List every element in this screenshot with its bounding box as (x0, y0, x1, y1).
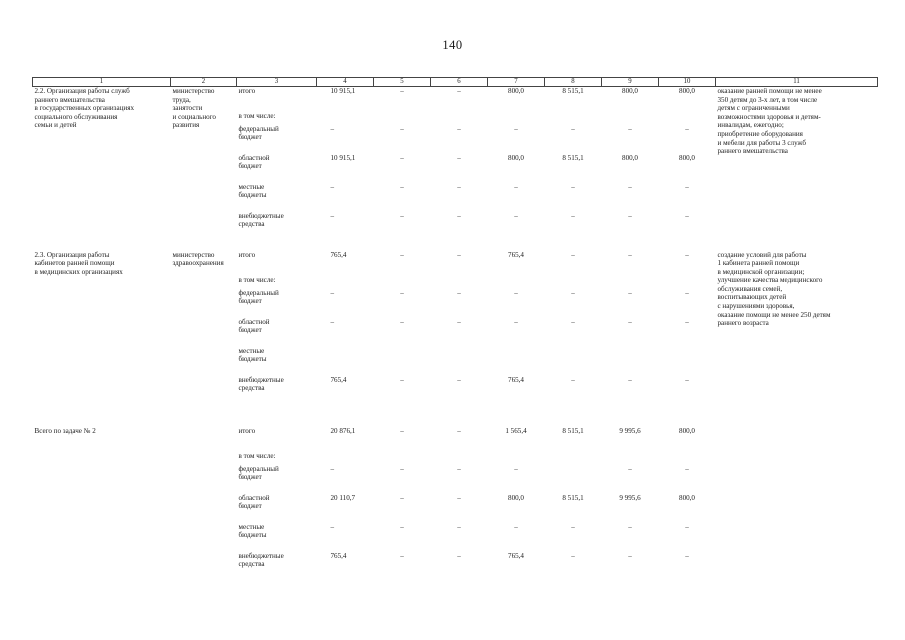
amount-year-2: – (457, 288, 461, 297)
amount-year-6: – (685, 375, 689, 384)
spacer-cell (33, 241, 878, 251)
funding-source: областной бюджет (238, 493, 270, 511)
amount-year-6 (659, 452, 716, 465)
amount-year-4: – (571, 124, 575, 133)
amount-year-5 (602, 347, 659, 376)
amount-year-5: – (628, 250, 632, 259)
amount-year-6: 800,0 (679, 426, 695, 435)
amount-year-4: – (571, 288, 575, 297)
amount-year-2: – (457, 522, 461, 531)
amount-year-1: – (400, 375, 404, 384)
amount-year-2: – (457, 426, 461, 435)
amount-year-1 (374, 452, 431, 465)
funding-source: в том числе: (238, 111, 276, 120)
amount-year-4: 8 515,1 (562, 87, 584, 95)
amount-year-3: – (514, 124, 518, 133)
amount-total (317, 276, 374, 289)
amount-year-2: – (457, 375, 461, 384)
amount-year-1: – (400, 87, 404, 95)
column-number: 6 (431, 78, 488, 87)
amount-year-3: 1 565,4 (505, 426, 527, 435)
amount-year-1 (374, 347, 431, 376)
amount-year-3: – (514, 182, 518, 191)
column-number: 8 (545, 78, 602, 87)
amount-total: 20 876,1 (330, 426, 356, 435)
amount-year-2: – (457, 182, 461, 191)
amount-year-1: – (400, 250, 404, 259)
funding-source: местные бюджеты (238, 522, 267, 540)
table-row (33, 427, 878, 452)
column-number: 10 (659, 78, 716, 87)
amount-year-6: 800,0 (679, 493, 695, 502)
amount-year-4: 8 515,1 (562, 493, 584, 502)
amount-total: – (330, 317, 335, 326)
amount-year-6: – (685, 250, 689, 259)
amount-year-4: – (571, 317, 575, 326)
table-row (33, 87, 878, 112)
activity-title: 2.3. Организация работы кабинетов ранней помощи в медицинских организациях (34, 250, 123, 276)
funding-source: в том числе: (238, 275, 276, 284)
amount-year-1: – (400, 426, 404, 435)
amount-year-6 (659, 276, 716, 289)
amount-year-2: – (457, 87, 461, 95)
amount-total (317, 452, 374, 465)
amount-total: – (330, 182, 335, 191)
funding-source: местные бюджеты (238, 182, 267, 200)
amount-year-4: 8 515,1 (562, 426, 584, 435)
amount-year-1: – (400, 153, 404, 162)
funding-source: федеральный бюджет (238, 464, 279, 482)
amount-year-3: 800,0 (508, 153, 524, 162)
amount-year-6: – (685, 317, 689, 326)
executor (171, 427, 237, 581)
section-spacer (33, 241, 878, 251)
amount-total (317, 112, 374, 125)
amount-year-2: – (457, 493, 461, 502)
amount-year-2: – (457, 317, 461, 326)
amount-year-2 (431, 112, 488, 125)
funding-source: федеральный бюджет (238, 124, 279, 142)
amount-year-4 (545, 112, 602, 125)
amount-year-1: – (400, 317, 404, 326)
amount-year-5: – (628, 522, 632, 531)
amount-year-6: 800,0 (679, 153, 695, 162)
amount-year-5: – (628, 317, 632, 326)
amount-year-4 (545, 452, 602, 465)
column-number: 4 (317, 78, 374, 87)
funding-source: итого (238, 87, 256, 95)
amount-year-2: – (457, 124, 461, 133)
amount-total: 20 110,7 (330, 493, 356, 502)
amount-year-4: – (571, 211, 575, 220)
funding-source: областной бюджет (238, 317, 270, 335)
amount-year-4: – (571, 250, 575, 259)
funding-source: итого (238, 250, 256, 259)
amount-year-1: – (400, 182, 404, 191)
amount-year-3 (488, 452, 545, 465)
amount-year-1: – (400, 124, 404, 133)
amount-year-5: 9 995,6 (619, 493, 641, 502)
amount-year-3: – (514, 464, 518, 473)
amount-year-2: – (457, 153, 461, 162)
funding-source: федеральный бюджет (238, 288, 279, 306)
amount-year-4: – (571, 182, 575, 191)
amount-year-3: 765,4 (508, 551, 524, 560)
amount-total: 10 915,1 (330, 87, 356, 95)
column-number: 1 (33, 78, 171, 87)
amount-year-1: – (400, 493, 404, 502)
amount-year-1: – (400, 551, 404, 560)
amount-year-5 (602, 112, 659, 125)
budget-table (32, 77, 878, 581)
amount-year-6: – (685, 211, 689, 220)
funding-source: областной бюджет (238, 153, 270, 171)
amount-year-6 (659, 112, 716, 125)
executor: министерство здравоохранения (172, 250, 224, 268)
amount-total (317, 347, 374, 376)
amount-year-2 (431, 276, 488, 289)
table-row (33, 251, 878, 276)
amount-total: 765,4 (330, 250, 347, 259)
amount-year-3: – (514, 522, 518, 531)
amount-year-5: 9 995,6 (619, 426, 641, 435)
amount-year-1: – (400, 211, 404, 220)
amount-year-6: 800,0 (679, 87, 695, 95)
amount-total: 10 915,1 (330, 153, 356, 162)
amount-year-3: 800,0 (508, 493, 524, 502)
amount-year-5: – (628, 182, 632, 191)
amount-year-4: – (571, 551, 575, 560)
amount-year-3: – (514, 288, 518, 297)
amount-year-2: – (457, 250, 461, 259)
amount-year-5 (602, 276, 659, 289)
amount-year-1: – (400, 464, 404, 473)
amount-year-5: – (628, 288, 632, 297)
amount-year-5 (602, 452, 659, 465)
amount-year-2: – (457, 551, 461, 560)
amount-year-5: – (628, 375, 632, 384)
amount-year-1: – (400, 288, 404, 297)
amount-total: – (330, 522, 335, 531)
amount-year-6: – (685, 288, 689, 297)
amount-year-6: – (685, 522, 689, 531)
amount-year-6: – (685, 124, 689, 133)
amount-year-6: – (685, 182, 689, 191)
amount-year-5: 800,0 (622, 153, 638, 162)
column-number: 5 (374, 78, 431, 87)
amount-year-4 (545, 276, 602, 289)
amount-year-2 (431, 347, 488, 376)
amount-year-5: – (628, 464, 632, 473)
amount-year-3: – (514, 317, 518, 326)
amount-year-6 (659, 347, 716, 376)
amount-year-3: 765,4 (508, 250, 524, 259)
executor: министерство труда, занятости и социального развития (172, 87, 216, 130)
funding-source: местные бюджеты (238, 346, 267, 364)
amount-year-1 (374, 112, 431, 125)
amount-total: – (330, 211, 335, 220)
column-number-row (33, 78, 878, 87)
amount-year-4: 8 515,1 (562, 153, 584, 162)
amount-total: – (330, 124, 335, 133)
amount-year-3: – (514, 211, 518, 220)
amount-year-3 (488, 347, 545, 376)
amount-year-3: 800,0 (508, 87, 524, 95)
funding-source: внебюджетные средства (238, 551, 284, 569)
amount-year-4 (545, 465, 602, 494)
page-number: 140 (442, 38, 463, 52)
table-body (33, 78, 878, 581)
funding-source: внебюджетные средства (238, 375, 284, 393)
section-spacer (33, 405, 878, 427)
activity-title: Всего по задаче № 2 (34, 426, 96, 435)
funding-source: внебюджетные средства (238, 211, 284, 229)
amount-year-2: – (457, 464, 461, 473)
amount-year-5: – (628, 551, 632, 560)
funding-source: итого (238, 426, 256, 435)
amount-year-3 (488, 112, 545, 125)
amount-year-6: – (685, 551, 689, 560)
column-number: 9 (602, 78, 659, 87)
amount-year-3: 765,4 (508, 375, 524, 384)
amount-year-4: – (571, 375, 575, 384)
amount-year-1 (374, 276, 431, 289)
amount-year-4: – (571, 522, 575, 531)
column-number: 3 (237, 78, 317, 87)
amount-year-6: – (685, 464, 689, 473)
column-number: 2 (171, 78, 237, 87)
spacer-cell (33, 405, 878, 427)
activity-title: 2.2. Организация работы служб раннего вмешательства в государственных организациях социального обслуживания семьи и детей (34, 87, 135, 130)
amount-year-5: – (628, 211, 632, 220)
amount-year-4 (545, 347, 602, 376)
amount-year-5: – (628, 124, 632, 133)
amount-year-2 (431, 452, 488, 465)
funding-source: в том числе: (238, 451, 276, 460)
amount-total: – (330, 288, 335, 297)
amount-year-2: – (457, 211, 461, 220)
amount-year-1: – (400, 522, 404, 531)
amount-total: 765,4 (330, 551, 347, 560)
amount-total: – (330, 464, 335, 473)
column-number: 11 (716, 78, 878, 87)
expected-result: создание условий для работы 1 кабинета ранней помощи в медицинской организации; улучшение качества медицинского обслуживания семей, воспитывающих детей с нарушениями здоровья, оказание помощи не менее 250 детям раннего возраста (717, 250, 831, 328)
amount-year-3 (488, 276, 545, 289)
amount-total: 765,4 (330, 375, 347, 384)
expected-result: оказание ранней помощи не менее 350 детям до 3-х лет, в том числе детям с ограниченными возможностями здоровья и детям- инвалидам, ежегодно; приобретение оборудования и мебели для работы 3 служб раннего вмешательства (717, 87, 822, 156)
amount-year-5: 800,0 (622, 87, 638, 95)
expected-result (716, 427, 878, 581)
column-number: 7 (488, 78, 545, 87)
